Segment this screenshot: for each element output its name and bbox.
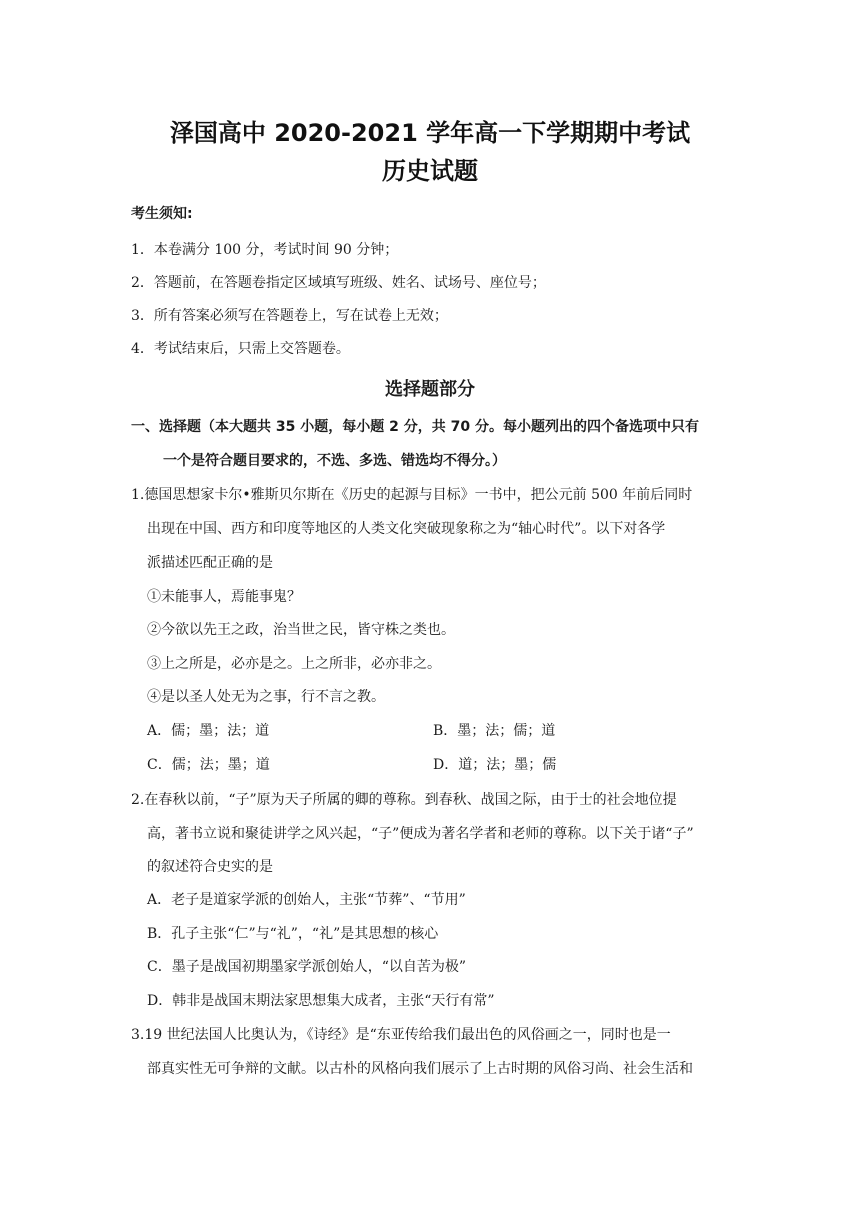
question-1-quote: ①未能事人，焉能事鬼？ bbox=[147, 589, 301, 605]
question-3-stem: 3.19 世纪法国人比奥认为，《诗经》是“东亚传给我们最出色的风俗画之一，同时也是一 bbox=[131, 1027, 671, 1043]
question-1-quote: ②今欲以先王之政，治当世之民，皆守株之类也。 bbox=[147, 622, 455, 638]
question-1-option-d: D．道；法；墨；儒 bbox=[433, 757, 557, 773]
notice-heading: 考生须知: bbox=[131, 206, 193, 222]
part-instructions-cont: 一个是符合题目要求的，不选、多选、错选均不得分。） bbox=[163, 453, 506, 469]
question-1-option-c: C．儒；法；墨；道 bbox=[147, 757, 270, 773]
question-2-stem: 的叙述符合史实的是 bbox=[147, 859, 273, 875]
question-1-option-b: B．墨；法；儒；道 bbox=[433, 723, 556, 739]
exam-title: 泽国高中 2020-2021 学年高一下学期期中考试 bbox=[169, 119, 691, 147]
question-2-stem: 高，著书立说和聚徒讲学之风兴起，“子”便成为著名学者和老师的尊称。以下关于诸“子” bbox=[147, 826, 694, 842]
question-1-option-a: A．儒；墨；法；道 bbox=[147, 723, 270, 739]
question-3-stem: 部真实性无可争辩的文献。以古朴的风格向我们展示了上古时期的风俗习尚、社会生活和 bbox=[147, 1061, 693, 1077]
question-1-stem: 1.德国思想家卡尔•雅斯贝尔斯在《历史的起源与目标》一书中，把公元前 500 年前后同时 bbox=[131, 487, 693, 503]
question-2-option-b: B．孔子主张“仁”与“礼”，“礼”是其思想的核心 bbox=[147, 926, 439, 942]
section-heading: 选择题部分 bbox=[385, 379, 475, 400]
question-1-stem: 出现在中国、西方和印度等地区的人类文化突破现象称之为“轴心时代”。以下对各学 bbox=[147, 521, 666, 537]
notice-item: 4．考试结束后，只需上交答题卷。 bbox=[131, 341, 350, 357]
notice-item: 2．答题前，在答题卷指定区域填写班级、姓名、试场号、座位号； bbox=[131, 275, 546, 291]
question-2-stem: 2.在春秋以前，“子”原为天子所属的卿的尊称。到春秋、战国之际，由于士的社会地位提 bbox=[131, 792, 677, 808]
question-2-option-d: D．韩非是战国末期法家思想集大成者，主张“天行有常” bbox=[147, 993, 495, 1009]
notice-item: 3．所有答案必须写在答题卷上，写在试卷上无效； bbox=[131, 308, 448, 324]
part-instructions: 一、选择题（本大题共 35 小题，每小题 2 分，共 70 分。每小题列出的四个备选项中只有 bbox=[131, 419, 699, 435]
question-1-quote: ③上之所是，必亦是之。上之所非，必亦非之。 bbox=[147, 656, 441, 672]
exam-subtitle: 历史试题 bbox=[382, 157, 478, 185]
question-1-quote: ④是以圣人处无为之事，行不言之教。 bbox=[147, 689, 385, 705]
question-2-option-c: C．墨子是战国初期墨家学派创始人，“以自苦为极” bbox=[147, 959, 467, 975]
notice-item: 1．本卷满分 100 分，考试时间 90 分钟； bbox=[131, 242, 399, 258]
question-2-option-a: A．老子是道家学派的创始人，主张“节葬”、“节用” bbox=[147, 892, 466, 908]
question-1-stem: 派描述匹配正确的是 bbox=[147, 555, 273, 571]
